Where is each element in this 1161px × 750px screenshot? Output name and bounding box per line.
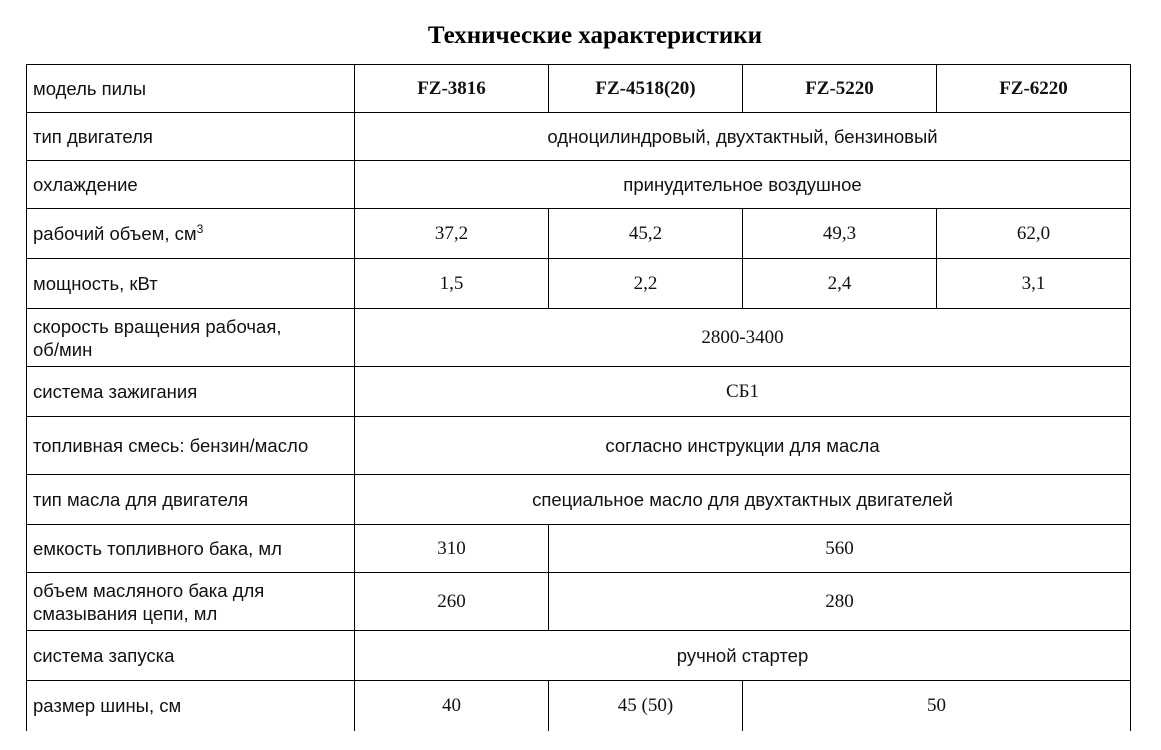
- row-value: 37,2: [355, 209, 549, 259]
- row-value: 40: [355, 681, 549, 731]
- row-label: тип масла для двигателя: [27, 475, 355, 525]
- row-value: 2,2: [549, 259, 743, 309]
- row-value: 3,1: [937, 259, 1131, 309]
- row-value: принудительное воздушное: [355, 161, 1131, 209]
- table-row-bar-size: [27, 681, 1131, 731]
- row-label: [27, 209, 355, 259]
- row-label-line: об/мин: [33, 338, 93, 360]
- row-value: согласно инструкции для масла: [355, 417, 1131, 475]
- row-label: охлаждение: [27, 161, 355, 209]
- row-value: ручной стартер: [355, 631, 1131, 681]
- table-row-displacement: [27, 209, 1131, 259]
- row-label: система зажигания: [27, 367, 355, 417]
- row-value: 45 (50): [549, 681, 743, 731]
- table-row-ignition: [27, 367, 1131, 417]
- row-label-text: рабочий объем, см: [33, 223, 197, 244]
- row-label: размер шины, см: [27, 681, 355, 731]
- row-value: одноцилиндровый, двухтактный, бензиновый: [355, 113, 1131, 161]
- row-value: 50: [743, 681, 1131, 731]
- row-label-line: объем масляного бака для: [33, 579, 265, 601]
- model-header: FZ-3816: [355, 65, 549, 113]
- row-value: 310: [355, 525, 549, 573]
- row-label: система запуска: [27, 631, 355, 681]
- row-value: специальное масло для двухтактных двигателей: [355, 475, 1131, 525]
- row-label: емкость топливного бака, мл: [27, 525, 355, 573]
- model-header: FZ-6220: [937, 65, 1131, 113]
- row-value: 2800-3400: [355, 309, 1131, 367]
- row-value: 2,4: [743, 259, 937, 309]
- row-value: 280: [549, 573, 1131, 631]
- row-value: 560: [549, 525, 1131, 573]
- row-label-line: смазывания цепи, мл: [33, 602, 218, 624]
- row-label: тип двигателя: [27, 113, 355, 161]
- row-label: [27, 573, 355, 631]
- table-row-engine-type: [27, 113, 1131, 161]
- page-title: Технические характеристики: [427, 22, 763, 49]
- table-row-header: [27, 65, 1131, 113]
- header-label: модель пилы: [27, 65, 355, 113]
- row-label-line: скорость вращения рабочая,: [33, 315, 282, 337]
- row-value: 49,3: [743, 209, 937, 259]
- row-value: 45,2: [549, 209, 743, 259]
- table-row-fuel-tank: [27, 525, 1131, 573]
- table-row-oil-type: [27, 475, 1131, 525]
- table-row-cooling: [27, 161, 1131, 209]
- row-label: топливная смесь: бензин/масло: [27, 417, 355, 475]
- table-row-oil-tank: [27, 573, 1131, 631]
- table-row-speed: [27, 309, 1131, 367]
- row-label: [27, 309, 355, 367]
- row-value: 62,0: [937, 209, 1131, 259]
- row-value: СБ1: [355, 367, 1131, 417]
- specifications-table: [26, 64, 1131, 731]
- model-header: FZ-4518(20): [549, 65, 743, 113]
- table-row-power: [27, 259, 1131, 309]
- row-label: мощность, кВт: [27, 259, 355, 309]
- row-value: 260: [355, 573, 549, 631]
- model-header: FZ-5220: [743, 65, 937, 113]
- unit-superscript: 3: [196, 222, 204, 236]
- table-row-starter: [27, 631, 1131, 681]
- table-row-fuel-mix: [27, 417, 1131, 475]
- row-value: 1,5: [355, 259, 549, 309]
